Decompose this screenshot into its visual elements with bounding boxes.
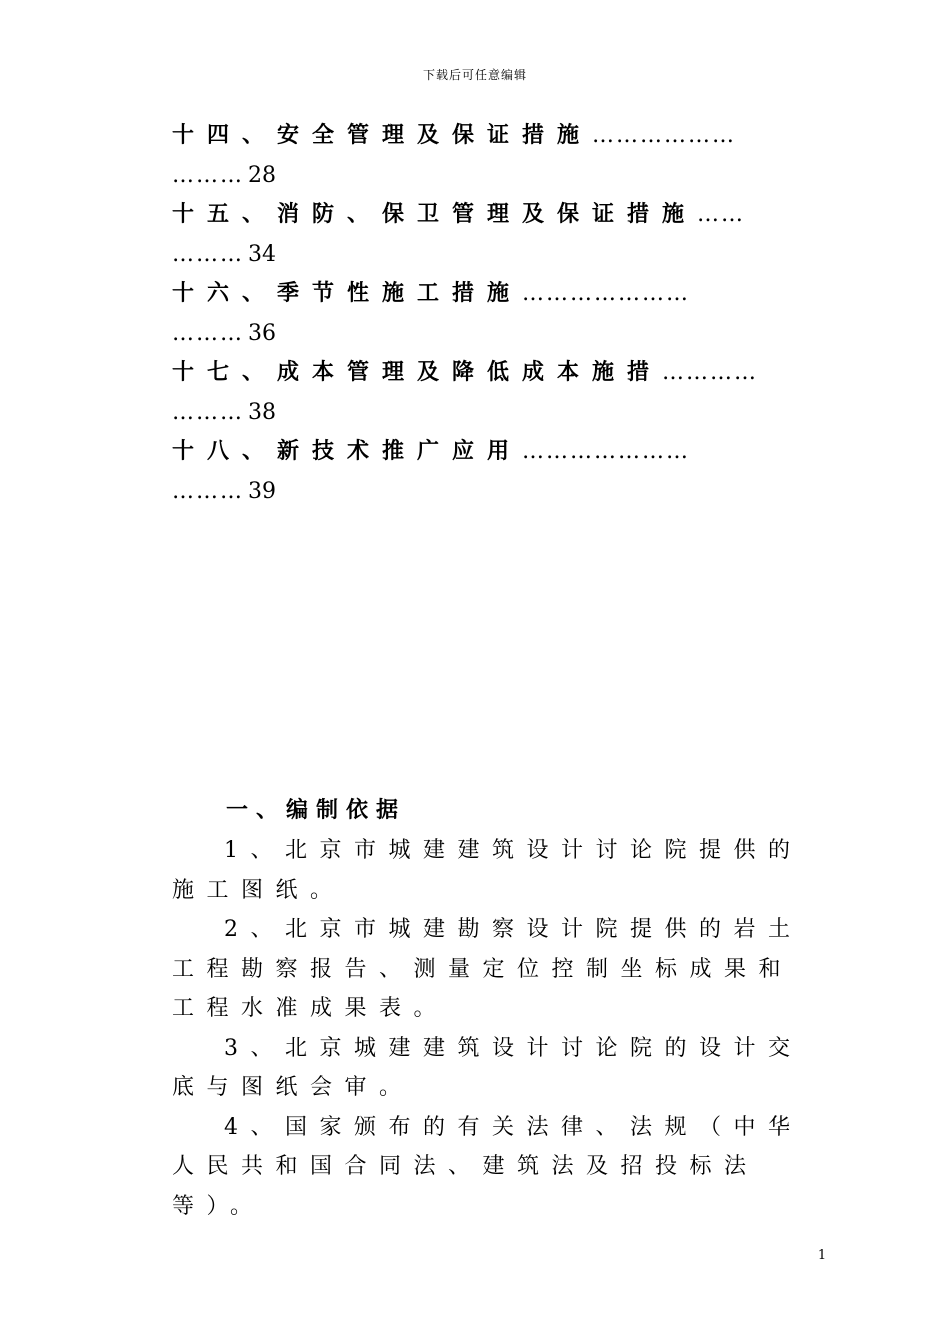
paragraph-3: 3、北京城建建筑设计讨论院的设计交底与图纸会审。 (172, 1035, 803, 1100)
toc-leader-dots: ……… (172, 162, 244, 188)
section-body (172, 831, 812, 1226)
toc-leader-dots: ………………… (522, 439, 691, 464)
toc-entry-17-page[interactable] (172, 393, 812, 433)
toc-leader-dots: …… (697, 202, 746, 227)
toc-page-number: 36 (248, 320, 276, 346)
toc-page-number: 34 (248, 241, 276, 267)
toc-entry-title: 十四、安全管理及保证措施 (172, 122, 593, 148)
toc-entry-14-title[interactable] (172, 116, 812, 156)
paragraph-1: 1、北京市城建建筑设计讨论院提供的施工图纸。 (172, 838, 803, 903)
toc-entry-title: 十五、消防、保卫管理及保证措施 (172, 201, 698, 227)
toc-entry-title: 十七、成本管理及降低成本施措 (172, 359, 663, 385)
toc-entry-title: 十六、季节性施工措施 (172, 280, 523, 306)
section-heading: 一、编制依据 (226, 797, 407, 823)
toc-leader-dots: ………………… (522, 281, 691, 306)
toc-leader-dots: ……… (172, 320, 244, 346)
toc-entry-14-page[interactable] (172, 156, 812, 196)
toc-entry-15-page[interactable] (172, 235, 812, 275)
toc-leader-dots: ………… (662, 360, 759, 385)
toc-leader-dots: ……… (172, 241, 244, 267)
toc-page-number: 28 (248, 162, 276, 188)
toc-page-number: 39 (248, 478, 276, 504)
paragraph-2: 2、北京市城建勘察设计院提供的岩土工程勘察报告、测量定位控制坐标成果和工程水准成果表。 (172, 917, 803, 1021)
toc-leader-dots: ……………… (592, 123, 737, 148)
toc-entry-title: 十八、新技术推广应用 (172, 438, 523, 464)
page-number: 1 (817, 1248, 827, 1263)
toc-entry-16-title[interactable] (172, 274, 812, 314)
toc-entry-18-title[interactable] (172, 432, 812, 472)
toc-entry-18-page[interactable] (172, 472, 812, 512)
table-of-contents (172, 116, 812, 511)
toc-page-number: 38 (248, 399, 276, 425)
toc-leader-dots: ……… (172, 399, 244, 425)
page-header: 下载后可任意编辑 (422, 68, 527, 82)
toc-entry-16-page[interactable] (172, 314, 812, 354)
toc-entry-15-title[interactable] (172, 195, 812, 235)
toc-entry-17-title[interactable] (172, 353, 812, 393)
toc-leader-dots: ……… (172, 478, 244, 504)
paragraph-4: 4、国家颁布的有关法律、法规（中华人民共和国合同法、建筑法及招投标法等）。 (172, 1114, 803, 1219)
